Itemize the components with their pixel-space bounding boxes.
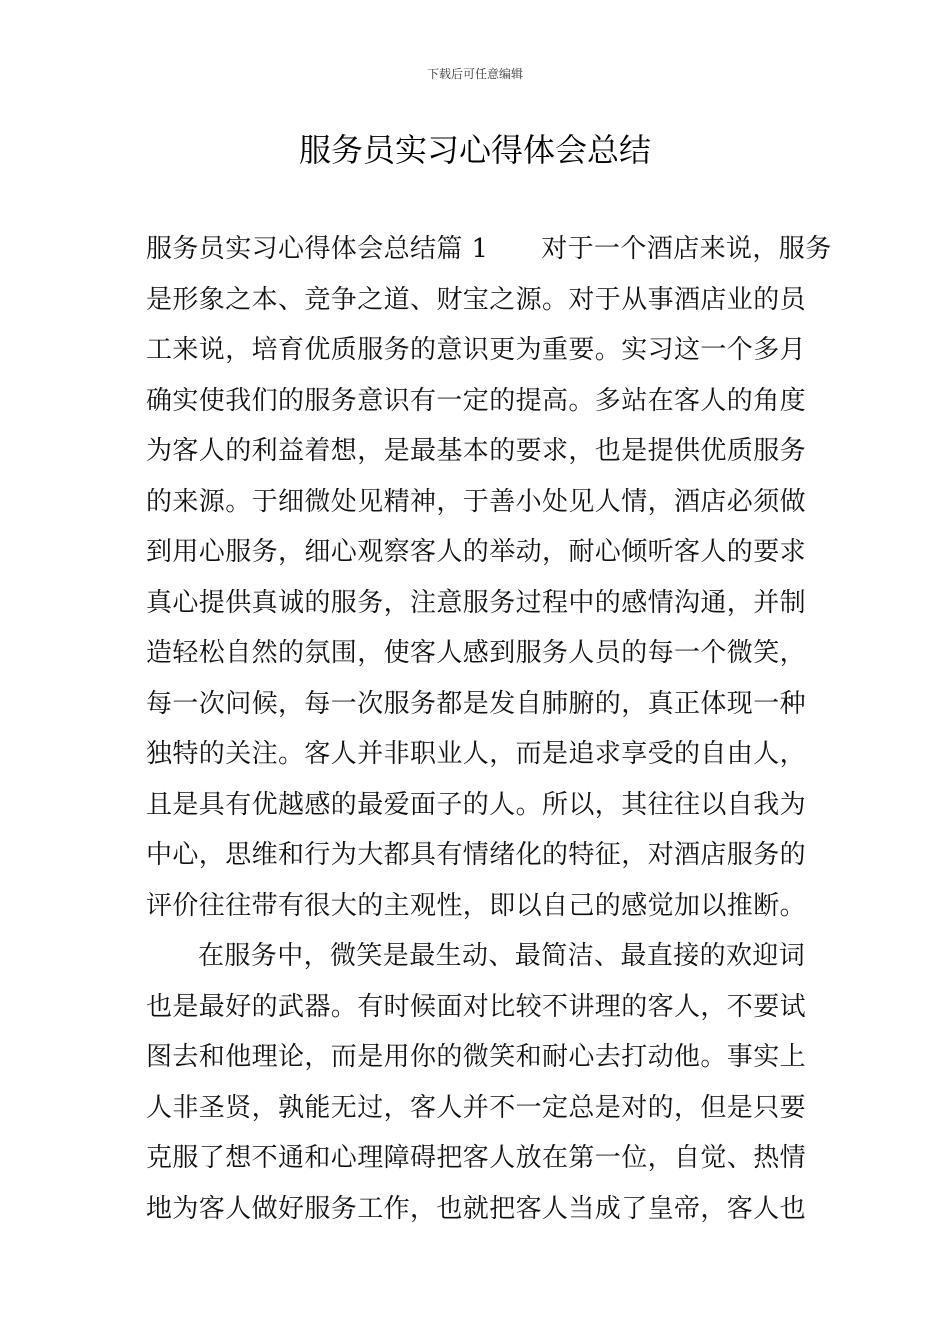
body-line: 在服务中，微笑是最生动、最简洁、最直接的欢迎词	[198, 941, 806, 971]
body-line: 且是具有优越感的最爱面子的人。所以，其往往以自我为	[146, 789, 807, 820]
body-line: 也是最好的武器。有时候面对比较不讲理的客人，不要试	[146, 991, 807, 1022]
body-line: 地为客人做好服务工作，也就把客人当成了皇帝，客人也	[146, 1193, 807, 1224]
body-line: 的来源。于细微处见精神，于善小处见人情，酒店必须做	[146, 486, 807, 517]
document-title: 服务员实习心得体会总结	[298, 131, 651, 169]
body-line: 每一次问候，每一次服务都是发自肺腑的，真正体现一种	[146, 688, 807, 719]
body-line: 真心提供真诚的服务，注意服务过程中的感情沟通，并制	[146, 587, 807, 618]
body-line: 中心，思维和行为大都具有情绪化的特征，对酒店服务的	[146, 840, 807, 870]
body-line: 是形象之本、竞争之道、财宝之源。对于从事酒店业的员	[146, 284, 807, 315]
body-line: 服务员实习心得体会总结篇 1 对于一个酒店来说，服务	[146, 234, 832, 264]
body-line: 评价往往带有很大的主观性，即以自己的感觉加以推断。	[146, 890, 807, 921]
body-line: 到用心服务，细心观察客人的举动，耐心倾听客人的要求	[146, 537, 807, 567]
body-line: 图去和他理论，而是用你的微笑和耐心去打动他。事实上	[146, 1042, 807, 1072]
body-line: 人非圣贤，孰能无过，客人并不一定总是对的，但是只要	[146, 1092, 807, 1123]
body-line: 工来说，培育优质服务的意识更为重要。实习这一个多月	[146, 335, 807, 365]
body-line: 造轻松自然的氛围，使客人感到服务人员的每一个微笑，	[146, 638, 807, 668]
body-line: 克服了想不通和心理障碍把客人放在第一位，自觉、热情	[146, 1143, 807, 1173]
body-line: 为客人的利益着想，是最基本的要求，也是提供优质服务	[146, 436, 807, 466]
body-line: 独特的关注。客人并非职业人，而是追求享受的自由人，	[146, 739, 807, 769]
body-line: 确实使我们的服务意识有一定的提高。多站在客人的角度	[146, 385, 807, 416]
header-note: 下载后可任意编辑	[426, 67, 523, 81]
document-body	[146, 224, 832, 1234]
